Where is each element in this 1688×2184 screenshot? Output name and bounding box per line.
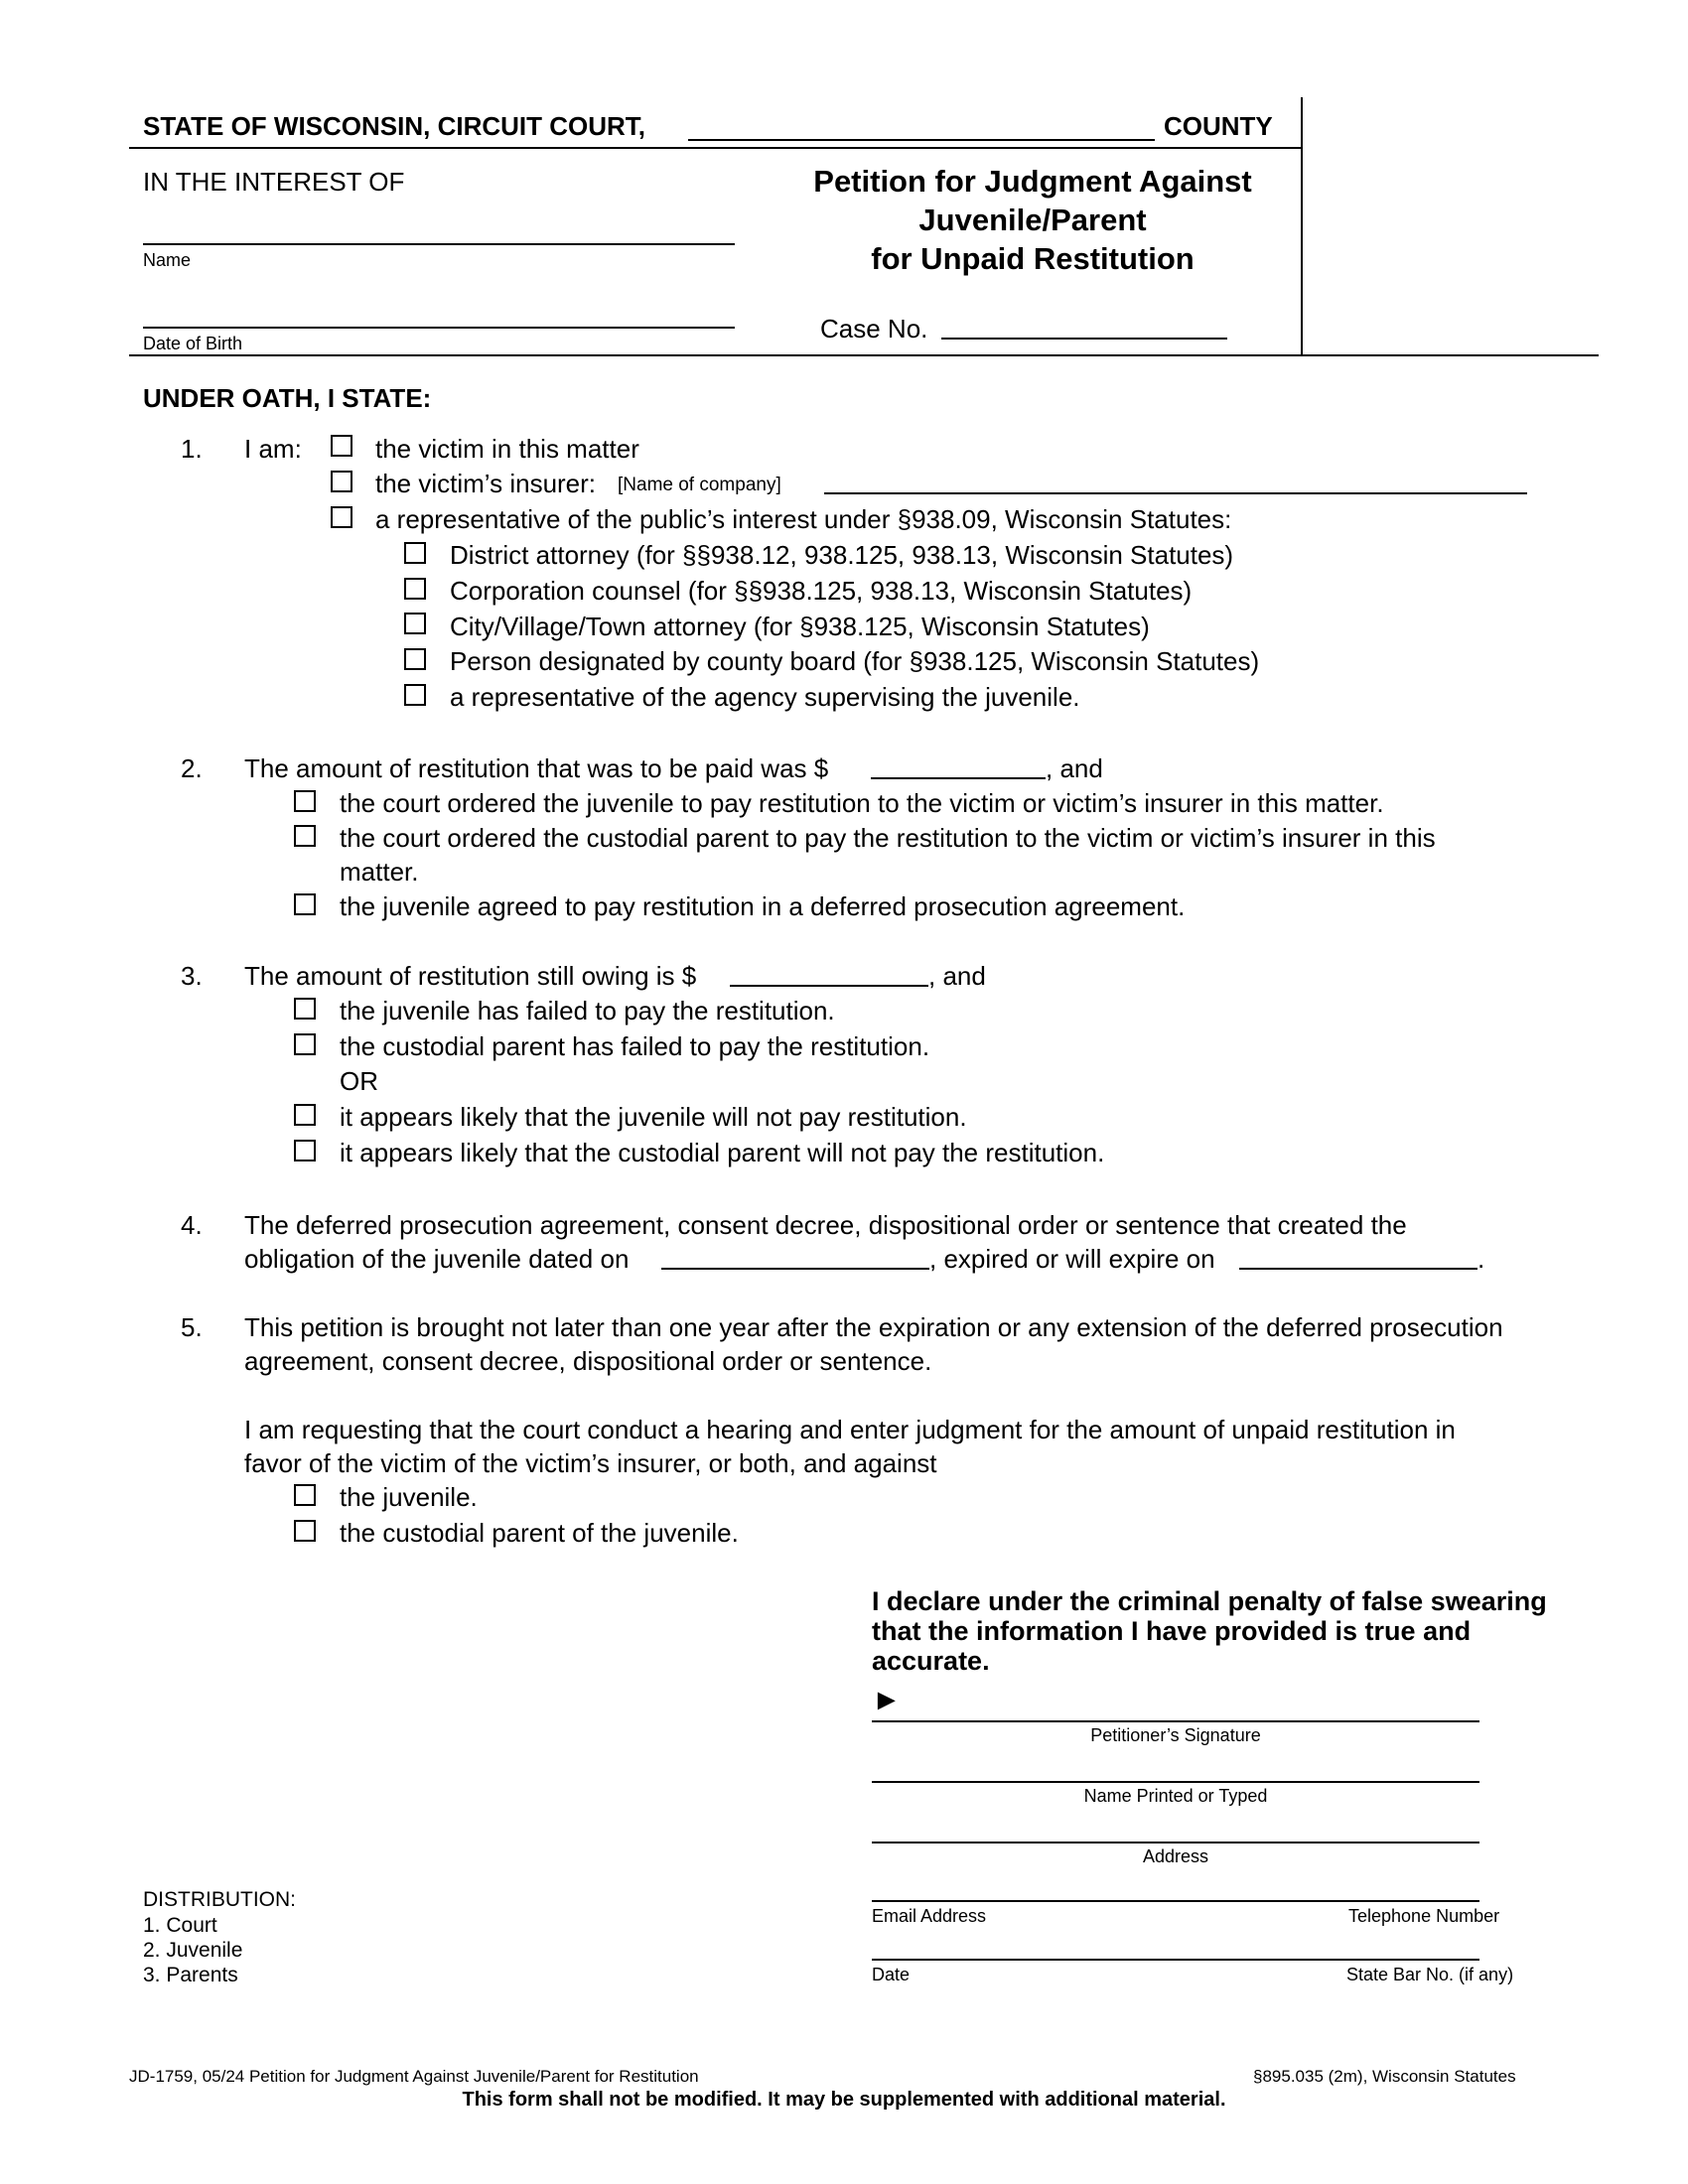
- against-juvenile-label: the juvenile.: [340, 1482, 478, 1512]
- oath-heading: UNDER OATH, I STATE:: [143, 383, 432, 413]
- expiration-date-field[interactable]: [1239, 1268, 1477, 1270]
- city-attorney-checkbox[interactable]: [404, 613, 426, 634]
- signature-field[interactable]: [872, 1720, 1479, 1722]
- case-no-field[interactable]: [941, 338, 1227, 340]
- juvenile-likely-checkbox[interactable]: [294, 1104, 316, 1126]
- declaration-line1: I declare under the criminal penalty of false swearing: [872, 1586, 1547, 1616]
- insurer-company-field[interactable]: [824, 492, 1527, 494]
- footer-form-id: JD-1759, 05/24 Petition for Judgment Against Juvenile/Parent for Restitution: [129, 2067, 699, 2086]
- corporation-counsel-checkbox[interactable]: [404, 578, 426, 600]
- parent-ordered-label-l1: the court ordered the custodial parent to pay the restitution to the victim or victim’s insurer in this: [340, 823, 1436, 853]
- against-parent-checkbox[interactable]: [294, 1520, 316, 1542]
- item2-and: , and: [1046, 753, 1103, 783]
- item5-number: 5.: [181, 1312, 203, 1342]
- request-line2: favor of the victim of the victim’s insurer, or both, and against: [244, 1448, 937, 1478]
- insurer-option-label: the victim’s insurer:: [375, 469, 597, 498]
- item5-line1: This petition is brought not later than one year after the expiration or any extension of the deferred prosecution: [244, 1312, 1503, 1342]
- item4-line2b: , expired or will expire on: [929, 1244, 1215, 1274]
- email-phone-field[interactable]: [872, 1900, 1479, 1902]
- county-board-designee-label: Person designated by county board (for §938.125, Wisconsin Statutes): [450, 646, 1260, 676]
- item3-number: 3.: [181, 961, 203, 991]
- supervising-agency-label: a representative of the agency supervising the juvenile.: [450, 682, 1080, 712]
- name-label: Name: [143, 250, 192, 270]
- date-label: Date: [872, 1965, 911, 1984]
- owing-amount-field[interactable]: [730, 985, 928, 987]
- juvenile-ordered-label: the court ordered the juvenile to pay restitution to the victim or victim’s insurer in this matter.: [340, 788, 1384, 818]
- against-juvenile-checkbox[interactable]: [294, 1484, 316, 1506]
- item3-and: , and: [928, 961, 986, 991]
- city-attorney-label: City/Village/Town attorney (for §938.125, Wisconsin Statutes): [450, 612, 1150, 641]
- declaration-line2: that the information I have provided is true and: [872, 1616, 1472, 1646]
- bar-number-label: State Bar No. (if any): [1346, 1965, 1514, 1984]
- form-title-line3: for Unpaid Restitution: [871, 241, 1195, 276]
- footer-statute: §895.035 (2m), Wisconsin Statutes: [1253, 2067, 1516, 2086]
- header-bottom-border: [129, 354, 1599, 356]
- item4-line2a: obligation of the juvenile dated on: [244, 1244, 630, 1274]
- county-label: COUNTY: [1164, 111, 1273, 141]
- item4-number: 4.: [181, 1210, 203, 1240]
- item2-number: 2.: [181, 753, 203, 783]
- juvenile-ordered-checkbox[interactable]: [294, 790, 316, 812]
- insurer-checkbox[interactable]: [331, 471, 352, 492]
- phone-label: Telephone Number: [1348, 1906, 1500, 1926]
- interest-of-label: IN THE INTEREST OF: [143, 167, 405, 197]
- dob-label: Date of Birth: [143, 334, 243, 353]
- parent-likely-label: it appears likely that the custodial parent will not pay the restitution.: [340, 1138, 1105, 1167]
- item1-number: 1.: [181, 434, 203, 464]
- parent-ordered-label-l2: matter.: [340, 857, 419, 887]
- deferred-agreement-checkbox[interactable]: [294, 893, 316, 915]
- printed-name-field[interactable]: [872, 1781, 1479, 1783]
- county-name-field[interactable]: [688, 139, 1155, 141]
- court-line-divider: [129, 147, 1301, 149]
- deferred-agreement-label: the juvenile agreed to pay restitution in a deferred prosecution agreement.: [340, 891, 1186, 921]
- victim-checkbox[interactable]: [331, 435, 352, 457]
- item4-line1: The deferred prosecution agreement, consent decree, dispositional order or sentence that created the: [244, 1210, 1407, 1240]
- supervising-agency-checkbox[interactable]: [404, 684, 426, 706]
- public-rep-checkbox[interactable]: [331, 506, 352, 528]
- address-field[interactable]: [872, 1842, 1479, 1843]
- address-label: Address: [1142, 1846, 1209, 1866]
- county-board-designee-checkbox[interactable]: [404, 648, 426, 670]
- insurer-company-hint: [Name of company]: [618, 475, 781, 495]
- obligation-date-field[interactable]: [661, 1268, 929, 1270]
- or-label: OR: [340, 1066, 378, 1096]
- case-no-label: Case No.: [820, 314, 928, 343]
- item1-intro: I am:: [244, 434, 302, 464]
- item5-line2: agreement, consent decree, dispositional order or sentence.: [244, 1346, 932, 1376]
- juvenile-failed-checkbox[interactable]: [294, 998, 316, 1020]
- restitution-amount-field[interactable]: [871, 777, 1046, 779]
- juvenile-failed-label: the juvenile has failed to pay the restitution.: [340, 996, 835, 1025]
- against-parent-label: the custodial parent of the juvenile.: [340, 1518, 739, 1548]
- footer-notice: This form shall not be modified. It may be supplemented with additional material.: [462, 2089, 1226, 2111]
- district-attorney-label: District attorney (for §§938.12, 938.125, 938.13, Wisconsin Statutes): [450, 540, 1234, 570]
- request-line1: I am requesting that the court conduct a hearing and enter judgment for the amount of unpaid restitution in: [244, 1415, 1456, 1444]
- signature-label: Petitioner’s Signature: [1090, 1725, 1261, 1745]
- parent-failed-checkbox[interactable]: [294, 1033, 316, 1055]
- form-title-line1: Petition for Judgment Against: [813, 164, 1252, 199]
- distribution-item: 1. Court: [143, 1914, 217, 1937]
- date-bar-field[interactable]: [872, 1959, 1479, 1961]
- printed-name-label: Name Printed or Typed: [1083, 1786, 1268, 1806]
- parent-likely-checkbox[interactable]: [294, 1140, 316, 1161]
- corporation-counsel-label: Corporation counsel (for §§938.125, 938.13, Wisconsin Statutes): [450, 576, 1193, 606]
- parent-failed-label: the custodial parent has failed to pay the restitution.: [340, 1031, 930, 1061]
- parent-ordered-checkbox[interactable]: [294, 825, 316, 847]
- name-field[interactable]: [143, 243, 735, 245]
- item4-line2c: .: [1477, 1244, 1485, 1274]
- declaration-line3: accurate.: [872, 1646, 990, 1676]
- district-attorney-checkbox[interactable]: [404, 542, 426, 564]
- dob-field[interactable]: [143, 327, 735, 329]
- distribution-item: 2. Juvenile: [143, 1939, 243, 1962]
- distribution-item: 3. Parents: [143, 1964, 238, 1986]
- form-title-line2: Juvenile/Parent: [918, 203, 1147, 237]
- item3-text: The amount of restitution still owing is $: [244, 961, 697, 991]
- item2-text: The amount of restitution that was to be paid was $: [244, 753, 829, 783]
- email-label: Email Address: [872, 1906, 987, 1926]
- header-right-border: [1301, 97, 1303, 355]
- juvenile-likely-label: it appears likely that the juvenile will not pay restitution.: [340, 1102, 967, 1132]
- distribution-heading: DISTRIBUTION:: [143, 1888, 297, 1911]
- court-prefix: STATE OF WISCONSIN, CIRCUIT COURT,: [143, 111, 646, 141]
- public-rep-option-label: a representative of the public’s interest under §938.09, Wisconsin Statutes:: [375, 504, 1232, 534]
- signature-arrow-icon: ►: [872, 1684, 902, 1716]
- victim-option-label: the victim in this matter: [375, 434, 639, 464]
